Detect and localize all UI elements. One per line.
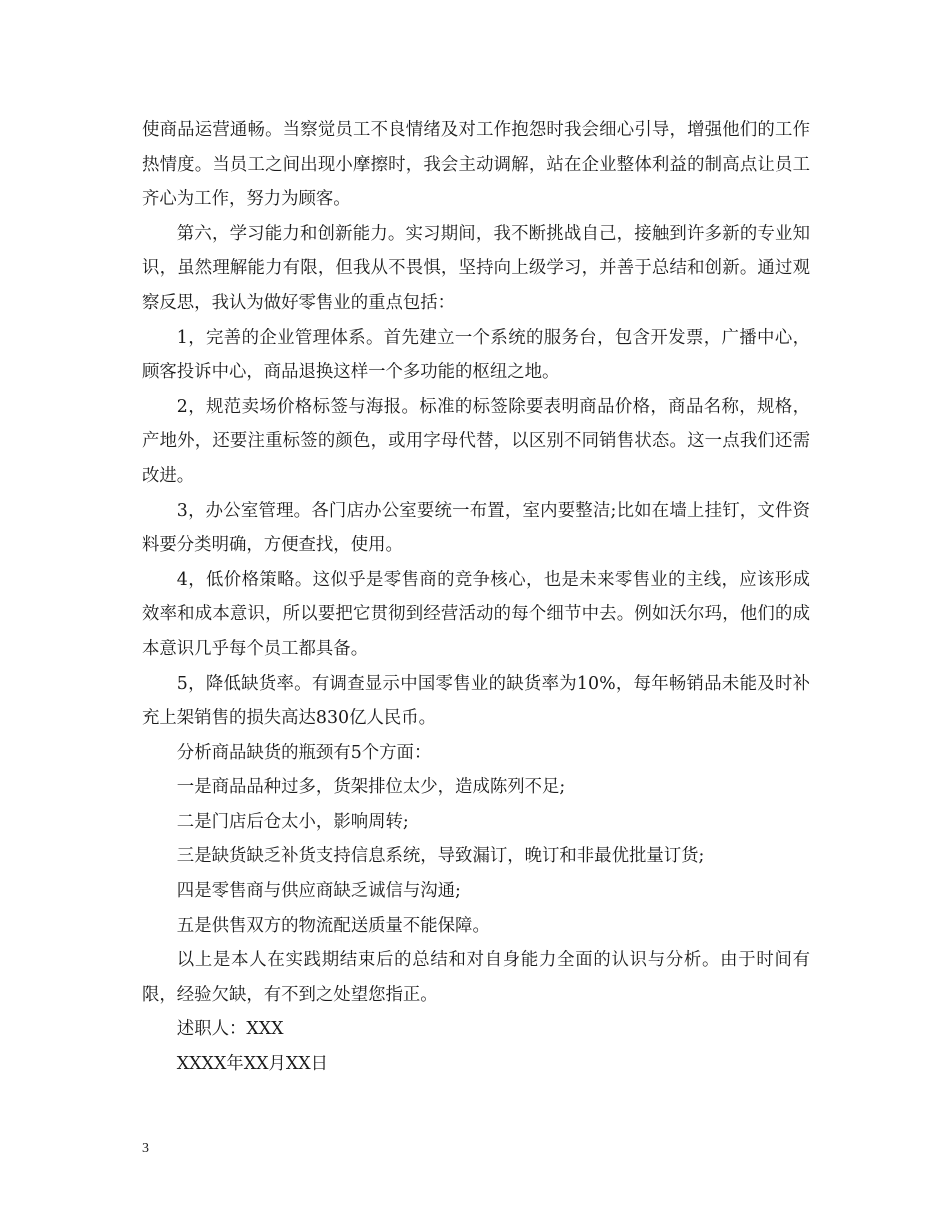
page-number: 3: [142, 1141, 149, 1156]
paragraph: 第六，学习能力和创新能力。实习期间，我不断挑战自己，接触到许多新的专业知识，虽然理解能力有限，但我从不畏惧，坚持向上级学习，并善于总结和创新。通过观察反思，我认为做好零售业的重点包括：: [142, 223, 810, 313]
date-line: XXXX年XX月XX日: [176, 1054, 329, 1075]
list-item: 3，办公室管理。各门店办公室要统一布置，室内要整洁;比如在墙上挂钉，文件资料要分类明确，方便查找，使用。: [142, 500, 810, 556]
list-item: 五是供售双方的物流配送质量不能保障。: [176, 915, 490, 936]
list-item: 三是缺货缺乏补货支持信息系统，导致漏订，晚订和非最优批量订货;: [176, 846, 705, 867]
list-item: 1，完善的企业管理体系。首先建立一个系统的服务台，包含开发票，广播中心，顾客投诉中心，商品退换这样一个多功能的枢纽之地。: [142, 327, 810, 383]
paragraph: 分析商品缺货的瓶颈有5个方面：: [176, 742, 432, 763]
list-item: 二是门店后仓太小，影响周转;: [176, 811, 409, 832]
list-item: 四是零售商与供应商缺乏诚信与沟通;: [176, 881, 461, 902]
document-body: [142, 113, 810, 1082]
signature-line: 述职人：XXX: [176, 1019, 284, 1040]
list-item: 5，降低缺货率。有调查显示中国零售业的缺货率为10%，每年畅销品未能及时补充上架销售的损失高达830亿人民币。: [142, 673, 810, 729]
closing-paragraph: 以上是本人在实践期结束后的总结和对自身能力全面的认识与分析。由于时间有限，经验欠缺，有不到之处望您指正。: [142, 950, 810, 1005]
list-item: 2，规范卖场价格标签与海报。标准的标签除要表明商品价格，商品名称，规格，产地外，还要注重标签的颜色，或用字母代替，以区别不同销售状态。这一点我们还需改进。: [142, 396, 810, 486]
paragraph: 使商品运营通畅。当察觉员工不良情绪及对工作抱怨时我会细心引导，增强他们的工作热情度。当员工之间出现小摩擦时，我会主动调解，站在企业整体利益的制高点让员工齐心为工作，努力为顾客。: [142, 120, 810, 210]
list-item: 4，低价格策略。这似乎是零售商的竞争核心，也是未来零售业的主线，应该形成效率和成本意识，所以要把它贯彻到经营活动的每个细节中去。例如沃尔玛，他们的成本意识几乎每个员工都具备。: [142, 569, 810, 659]
list-item: 一是商品品种过多，货架排位太少，造成陈列不足;: [176, 777, 566, 798]
